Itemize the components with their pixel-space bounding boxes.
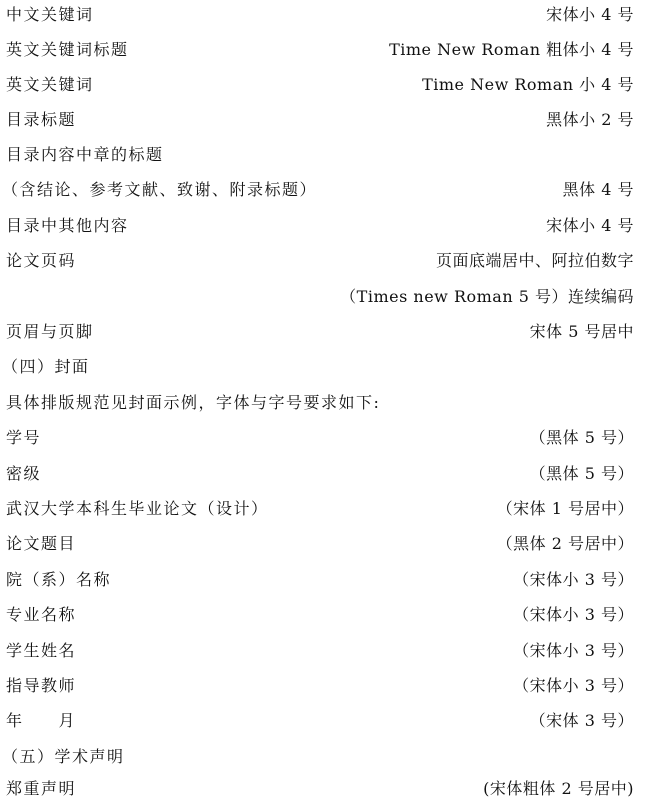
row-value: （宋体小 3 号） [513, 605, 634, 624]
section-title: （五）学术声明 [2, 747, 125, 766]
row-year-month [6, 706, 634, 736]
row-solemn-declaration [6, 774, 634, 804]
row-label: 专业名称 [6, 605, 77, 624]
row-value: （宋体小 3 号） [513, 641, 634, 660]
row-student-id [6, 423, 634, 453]
row-cover-intro [6, 388, 634, 418]
row-toc-other [6, 211, 634, 241]
row-label: （含结论、参考文献、致谢、附录标题） [2, 180, 318, 199]
row-value: （宋体小 3 号） [513, 570, 634, 589]
row-header-footer [6, 317, 634, 347]
row-value: (宋体粗体 2 号居中) [483, 779, 634, 798]
row-cn-keywords [6, 0, 634, 30]
row-value: （黑体 5 号） [529, 464, 634, 483]
row-department [6, 565, 634, 595]
row-value: （宋体 3 号） [529, 711, 634, 730]
row-label: 指导教师 [6, 676, 77, 695]
row-value: 黑体小 2 号 [546, 110, 634, 129]
row-label: 郑重声明 [6, 779, 77, 798]
row-label: 论文页码 [6, 251, 77, 270]
row-page-number [6, 246, 634, 276]
row-label: 目录标题 [6, 110, 77, 129]
row-en-keywords-title [6, 35, 634, 65]
row-student-name [6, 636, 634, 666]
row-toc-title [6, 105, 634, 135]
row-page-number-cont [6, 282, 634, 312]
row-value: 宋体小 4 号 [546, 216, 634, 235]
row-label: 英文关键词 [6, 75, 94, 94]
row-toc-appendix-note [2, 175, 634, 205]
row-label: 英文关键词标题 [6, 40, 129, 59]
row-security-level [6, 459, 634, 489]
row-label: 武汉大学本科生毕业论文（设计） [6, 499, 269, 518]
row-university-thesis [6, 494, 634, 524]
row-value: （黑体 2 号居中） [496, 534, 634, 553]
row-value: 黑体 4 号 [562, 180, 634, 199]
row-value: 页面底端居中、阿拉伯数字 [435, 251, 634, 270]
row-label: 论文题目 [6, 534, 77, 553]
section-heading-declaration [2, 742, 634, 772]
row-major [6, 600, 634, 630]
row-label: 密级 [6, 464, 42, 483]
row-label: 年 月 [6, 711, 77, 730]
row-en-keywords [6, 70, 634, 100]
row-value: （宋体小 3 号） [513, 676, 634, 695]
row-label: 院（系）名称 [6, 570, 112, 589]
row-label: 学生姓名 [6, 641, 77, 660]
row-label: 中文关键词 [6, 5, 94, 24]
row-label: 页眉与页脚 [6, 322, 94, 341]
row-value: Time New Roman 小 4 号 [422, 75, 634, 94]
row-value: （黑体 5 号） [529, 428, 634, 447]
row-label: 学号 [6, 428, 42, 447]
paragraph-text: 具体排版规范见封面示例，字体与字号要求如下: [6, 393, 381, 412]
row-value: Time New Roman 粗体小 4 号 [389, 40, 634, 59]
section-title: （四）封面 [2, 357, 90, 376]
row-thesis-title [6, 529, 634, 559]
section-heading-cover [2, 352, 634, 382]
row-advisor [6, 671, 634, 701]
row-value: （Times new Roman 5 号）连续编码 [340, 287, 634, 306]
row-value: 宋体 5 号居中 [529, 322, 634, 341]
row-value: （宋体 1 号居中） [496, 499, 634, 518]
row-value: 宋体小 4 号 [546, 5, 634, 24]
row-label: 目录中其他内容 [6, 216, 129, 235]
row-toc-chapter-title [6, 140, 634, 170]
row-label: 目录内容中章的标题 [6, 145, 164, 164]
